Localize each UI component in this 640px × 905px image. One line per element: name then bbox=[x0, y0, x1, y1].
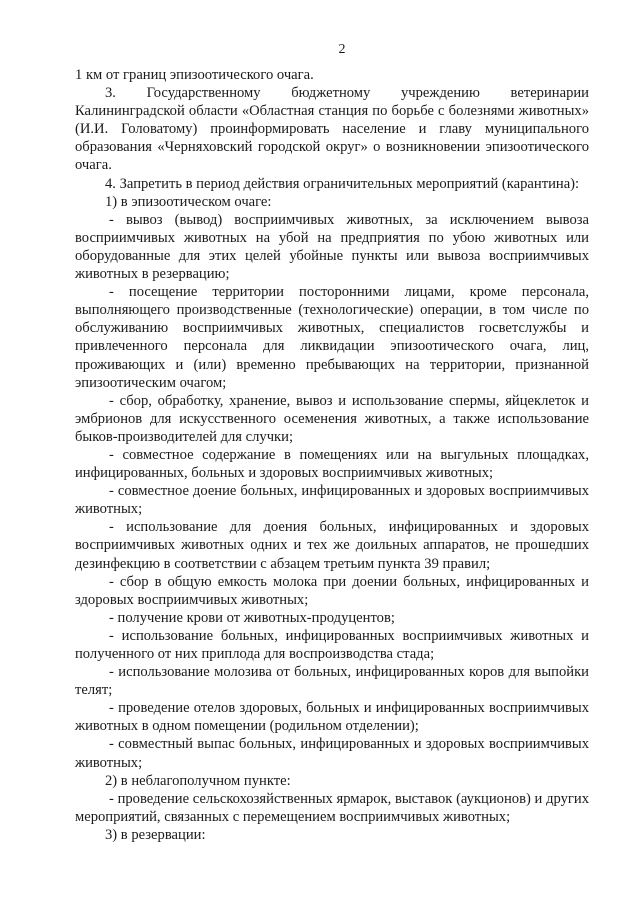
paragraph: - использование для доения больных, инфицированных и здоровых восприимчивых животных одних и тех же доильных аппаратов, не прошедших дезинфекцию в соответствии с абзацем третьим пункта 39 правил; bbox=[75, 519, 589, 572]
paragraph: - совместное доение больных, инфицированных и здоровых восприимчивых животных; bbox=[75, 483, 589, 518]
paragraph: 1 км от границ эпизоотического очага. bbox=[75, 67, 314, 83]
page-number: 2 bbox=[338, 42, 346, 57]
paragraph: - использование молозива от больных, инфицированных коров для выпойки телят; bbox=[75, 664, 589, 699]
paragraph: - использование больных, инфицированных восприимчивых животных и полученного от них приплода для воспроизводства стада; bbox=[75, 627, 589, 662]
paragraph: 4. Запретить в период действия ограничительных мероприятий (карантина): bbox=[105, 175, 580, 192]
paragraph: - сбор, обработку, хранение, вывоз и использование спермы, яйцеклеток и эмбрионов для искусственного осеменения животных, а также использование быков-производителей для случки; bbox=[75, 392, 589, 445]
paragraph: 3. Государственному бюджетному учреждению ветеринарии Калининградской области «Областная станция по борьбе с болезнями животных» (И.И. Головатому) проинформировать население и главу муниципального образования «Черняховский городской округ» о возникновении эпизоотического очага. bbox=[75, 85, 589, 174]
paragraph: 3) в резервации: bbox=[105, 826, 206, 843]
paragraph: 1) в эпизоотическом очаге: bbox=[105, 193, 272, 210]
paragraph: - совместный выпас больных, инфицированных и здоровых восприимчивых животных; bbox=[75, 736, 589, 771]
paragraph: - проведение сельскохозяйственных ярмарок, выставок (аукционов) и других мероприятий, связанных с перемещением восприимчивых животных; bbox=[75, 790, 589, 825]
paragraph: - совместное содержание в помещениях или на выгульных площадках, инфицированных, больных и здоровых восприимчивых животных; bbox=[75, 446, 589, 482]
paragraph: - сбор в общую емкость молока при доении больных, инфицированных и здоровых восприимчивых животных; bbox=[75, 573, 589, 608]
paragraph: - проведение отелов здоровых, больных и инфицированных восприимчивых животных в одном помещении (родильном отделении); bbox=[75, 700, 589, 735]
paragraph: - посещение территории посторонними лицами, кроме персонала, выполняющего производственные (технологические) операции, в том числе по обслуживанию восприимчивых животных, специалистов госветслужбы и привлеченного персонала для ликвидации эпизоотического очага, лиц, проживающих и (или) временно пребывающих на территории, признанной эпизоотическим очагом; bbox=[75, 284, 589, 391]
document-body bbox=[75, 66, 589, 844]
paragraph: - получение крови от животных-продуцентов; bbox=[109, 609, 395, 626]
paragraph: 2) в неблагополучном пункте: bbox=[105, 772, 291, 789]
paragraph: - вывоз (вывод) восприимчивых животных, за исключением вывоза восприимчивых животных на убой на предприятия по убою животных или оборудованные для этих целей убойные пункты или вывоза восприимчивых животных в резервацию; bbox=[75, 211, 589, 283]
